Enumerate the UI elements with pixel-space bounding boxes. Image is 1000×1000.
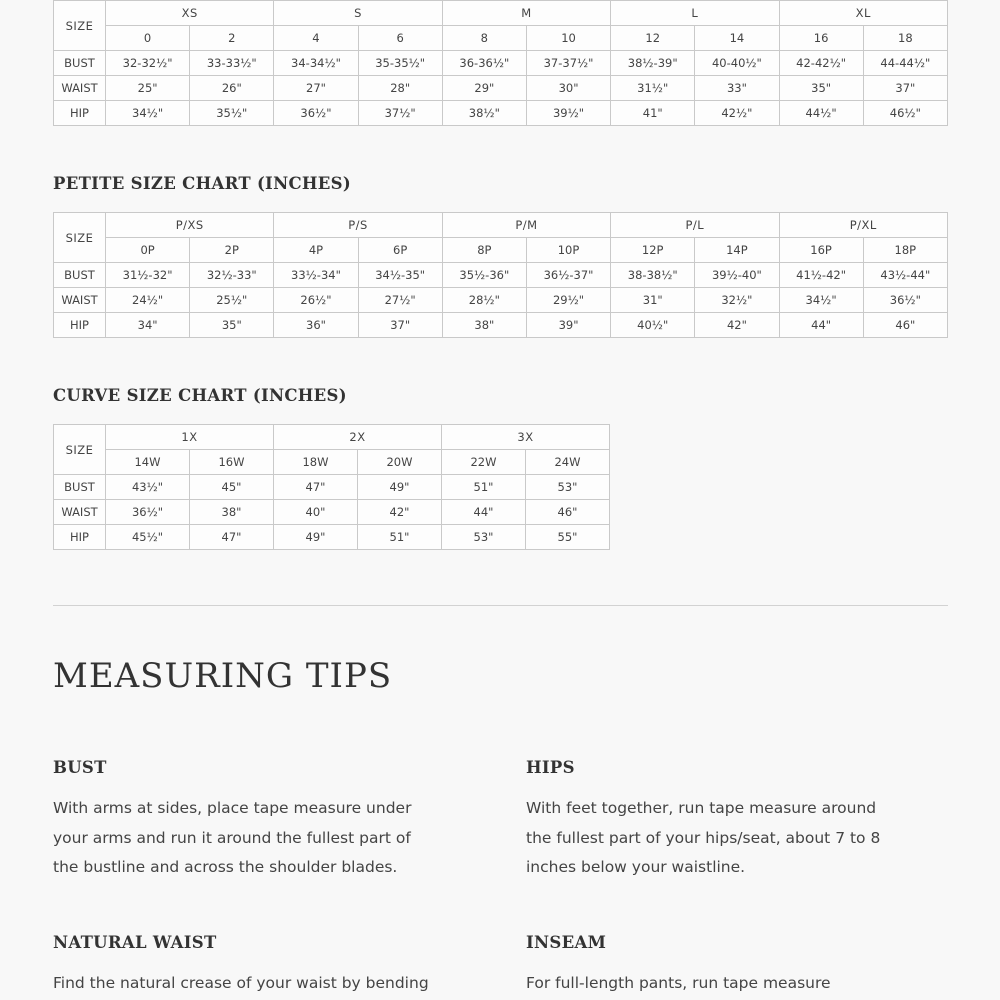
- value-cell: 35": [190, 313, 274, 338]
- value-cell: 32½": [695, 288, 779, 313]
- value-cell: 40-40½": [695, 51, 779, 76]
- size-cell: 14: [695, 26, 779, 51]
- group-header: P/XL: [779, 213, 948, 238]
- value-cell: 51": [358, 525, 442, 550]
- size-cell: 14W: [106, 450, 190, 475]
- size-cell: 24W: [526, 450, 610, 475]
- size-table-curve: [53, 424, 610, 550]
- regular-size-chart: [53, 0, 948, 126]
- value-cell: 29½": [526, 288, 610, 313]
- value-cell: 40½": [611, 313, 695, 338]
- value-cell: 31": [611, 288, 695, 313]
- value-cell: 42-42½": [779, 51, 863, 76]
- value-cell: 46": [863, 313, 947, 338]
- value-cell: 28": [358, 76, 442, 101]
- group-header: P/S: [274, 213, 442, 238]
- tip-line: Find the natural crease of your waist by bending: [53, 974, 429, 992]
- value-cell: 37": [358, 313, 442, 338]
- row-label: HIP: [54, 313, 106, 338]
- value-cell: 38½": [442, 101, 526, 126]
- value-cell: 33": [695, 76, 779, 101]
- value-cell: 32½-33": [190, 263, 274, 288]
- tip-line: the bustline and across the shoulder blades.: [53, 858, 398, 876]
- value-cell: 45": [190, 475, 274, 500]
- row-label: BUST: [54, 51, 106, 76]
- size-cell: 10: [526, 26, 610, 51]
- value-cell: 25": [106, 76, 190, 101]
- row-label: HIP: [54, 525, 106, 550]
- value-cell: 29": [442, 76, 526, 101]
- size-cell: 4P: [274, 238, 358, 263]
- value-cell: 33-33½": [190, 51, 274, 76]
- size-cell: 18W: [274, 450, 358, 475]
- table-row: [54, 288, 948, 313]
- value-cell: 32-32½": [106, 51, 190, 76]
- size-header-cell: SIZE: [54, 213, 106, 263]
- value-cell: 43½": [106, 475, 190, 500]
- value-cell: 34½": [106, 101, 190, 126]
- value-cell: 27": [274, 76, 358, 101]
- value-cell: 36½": [863, 288, 947, 313]
- tip-line: the fullest part of your hips/seat, about 7 to 8: [526, 828, 881, 847]
- size-cell: 10P: [526, 238, 610, 263]
- tip-line: For full-length pants, run tape measure: [526, 974, 831, 992]
- size-cell: 6: [358, 26, 442, 51]
- value-cell: 35½-36": [442, 263, 526, 288]
- size-cell: 2: [190, 26, 274, 51]
- tip-natural-waist: [53, 933, 453, 999]
- tip-text: [526, 969, 926, 999]
- value-cell: 30": [526, 76, 610, 101]
- value-cell: 37": [863, 76, 947, 101]
- tip-hips: [526, 758, 926, 883]
- value-cell: 34½": [779, 288, 863, 313]
- size-cell: 12: [611, 26, 695, 51]
- group-header: XS: [106, 1, 274, 26]
- size-cell: 18P: [863, 238, 947, 263]
- group-header: M: [442, 1, 610, 26]
- table-row: [54, 313, 948, 338]
- size-cell: 20W: [358, 450, 442, 475]
- size-cell: 8: [442, 26, 526, 51]
- size-cell: 8P: [442, 238, 526, 263]
- table-row: [54, 525, 610, 550]
- value-cell: 31½": [611, 76, 695, 101]
- value-cell: 40": [274, 500, 358, 525]
- value-cell: 42½": [695, 101, 779, 126]
- value-cell: 27½": [358, 288, 442, 313]
- tip-line: With feet together, run tape measure around: [526, 799, 877, 817]
- value-cell: 39½-40": [695, 263, 779, 288]
- value-cell: 24½": [106, 288, 190, 313]
- tip-title: BUST: [53, 758, 107, 777]
- value-cell: 34½-35": [358, 263, 442, 288]
- tip-title: HIPS: [526, 758, 575, 777]
- row-label: HIP: [54, 101, 106, 126]
- value-cell: 47": [190, 525, 274, 550]
- group-header: 3X: [442, 425, 610, 450]
- size-cell: 4: [274, 26, 358, 51]
- value-cell: 46": [526, 500, 610, 525]
- row-label: WAIST: [54, 76, 106, 101]
- value-cell: 45½": [106, 525, 190, 550]
- table-row: [54, 500, 610, 525]
- value-cell: 36": [274, 313, 358, 338]
- value-cell: 26": [190, 76, 274, 101]
- size-cell: 6P: [358, 238, 442, 263]
- row-label: BUST: [54, 263, 106, 288]
- value-cell: 39": [526, 313, 610, 338]
- tip-line: inches below your waistline.: [526, 858, 746, 876]
- group-header: XL: [779, 1, 948, 26]
- row-label: BUST: [54, 475, 106, 500]
- value-cell: 38": [190, 500, 274, 525]
- size-cell: 12P: [611, 238, 695, 263]
- petite-size-chart: [53, 212, 948, 338]
- curve-size-chart: [53, 424, 610, 550]
- size-cell: 2P: [190, 238, 274, 263]
- value-cell: 26½": [274, 288, 358, 313]
- value-cell: 36½": [274, 101, 358, 126]
- value-cell: 34": [106, 313, 190, 338]
- value-cell: 44½": [779, 101, 863, 126]
- value-cell: 34-34½": [274, 51, 358, 76]
- size-table-petite: [53, 212, 948, 338]
- size-cell: 0P: [106, 238, 190, 263]
- section-divider: [53, 605, 948, 606]
- value-cell: 36-36½": [442, 51, 526, 76]
- value-cell: 38-38½": [611, 263, 695, 288]
- measuring-tips-heading: MEASURING TIPS: [53, 656, 393, 696]
- tip-text: [526, 794, 926, 883]
- size-header-cell: SIZE: [54, 425, 106, 475]
- value-cell: 35½": [190, 101, 274, 126]
- tip-text: [53, 794, 453, 883]
- value-cell: 42": [358, 500, 442, 525]
- table-row: [54, 76, 948, 101]
- value-cell: 37-37½": [526, 51, 610, 76]
- value-cell: 49": [274, 525, 358, 550]
- value-cell: 41½-42": [779, 263, 863, 288]
- value-cell: 42": [695, 313, 779, 338]
- tip-inseam: [526, 933, 926, 999]
- value-cell: 39½": [526, 101, 610, 126]
- size-cell: 16W: [190, 450, 274, 475]
- value-cell: 51": [442, 475, 526, 500]
- value-cell: 35": [779, 76, 863, 101]
- tip-text: [53, 969, 453, 999]
- tip-title: NATURAL WAIST: [53, 933, 217, 952]
- value-cell: 36½": [106, 500, 190, 525]
- size-table-regular: [53, 0, 948, 126]
- size-cell: 18: [863, 26, 947, 51]
- value-cell: 41": [611, 101, 695, 126]
- table-row: [54, 101, 948, 126]
- value-cell: 44": [442, 500, 526, 525]
- value-cell: 38½-39": [611, 51, 695, 76]
- value-cell: 53": [526, 475, 610, 500]
- value-cell: 53": [442, 525, 526, 550]
- value-cell: 36½-37": [526, 263, 610, 288]
- value-cell: 44-44½": [863, 51, 947, 76]
- table-row: [54, 475, 610, 500]
- value-cell: 47": [274, 475, 358, 500]
- curve-chart-title: CURVE SIZE CHART (INCHES): [53, 386, 347, 405]
- value-cell: 28½": [442, 288, 526, 313]
- size-cell: 0: [106, 26, 190, 51]
- size-cell: 16P: [779, 238, 863, 263]
- size-cell: 14P: [695, 238, 779, 263]
- value-cell: 25½": [190, 288, 274, 313]
- value-cell: 31½-32": [106, 263, 190, 288]
- value-cell: 37½": [358, 101, 442, 126]
- value-cell: 35-35½": [358, 51, 442, 76]
- size-cell: 16: [779, 26, 863, 51]
- petite-chart-title: PETITE SIZE CHART (INCHES): [53, 174, 351, 193]
- value-cell: 55": [526, 525, 610, 550]
- group-header: 2X: [274, 425, 442, 450]
- value-cell: 43½-44": [863, 263, 947, 288]
- tip-title: INSEAM: [526, 933, 607, 952]
- group-header: 1X: [106, 425, 274, 450]
- value-cell: 38": [442, 313, 526, 338]
- tip-bust: [53, 758, 453, 883]
- group-header: P/M: [442, 213, 610, 238]
- group-header: P/XS: [106, 213, 274, 238]
- value-cell: 49": [358, 475, 442, 500]
- tip-line: With arms at sides, place tape measure under: [53, 799, 412, 817]
- row-label: WAIST: [54, 500, 106, 525]
- tip-line: your arms and run it around the fullest part of: [53, 828, 411, 847]
- row-label: WAIST: [54, 288, 106, 313]
- group-header: L: [611, 1, 779, 26]
- value-cell: 46½": [863, 101, 947, 126]
- table-row: [54, 263, 948, 288]
- size-header-cell: SIZE: [54, 1, 106, 51]
- value-cell: 44": [779, 313, 863, 338]
- size-cell: 22W: [442, 450, 526, 475]
- group-header: P/L: [611, 213, 779, 238]
- value-cell: 33½-34": [274, 263, 358, 288]
- table-row: [54, 51, 948, 76]
- group-header: S: [274, 1, 442, 26]
